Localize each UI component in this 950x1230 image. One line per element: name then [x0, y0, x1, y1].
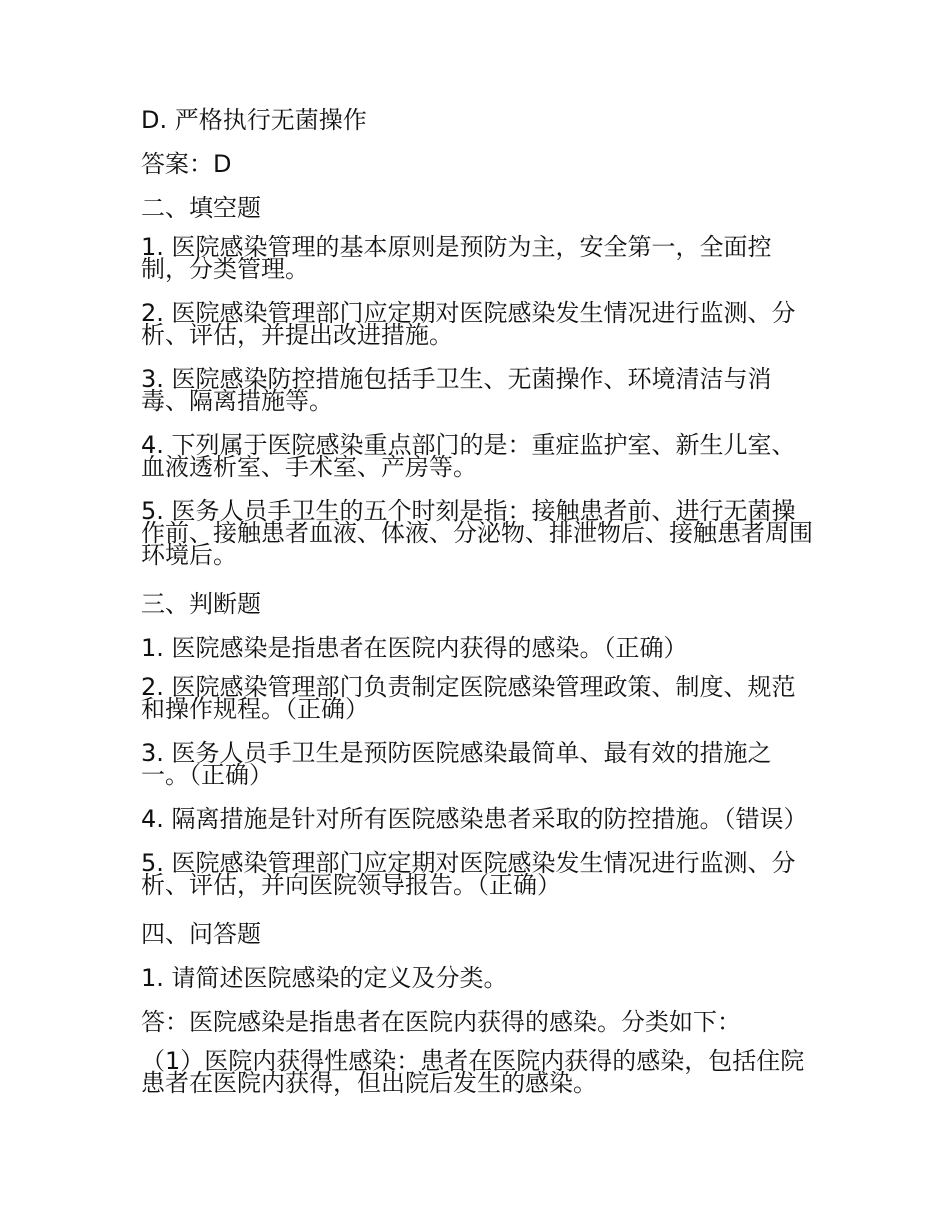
fill-blank-item-4: 4. 下列属于医院感染重点部门的是：重症监护室、新生儿室、血液透析室、手术室、产房等。: [141, 431, 796, 481]
answer-line: 答案：D: [141, 150, 232, 178]
fill-blank-item-3: 3. 医院感染防控措施包括手卫生、无菌操作、环境清洁与消毒、隔离措施等。: [141, 365, 772, 415]
section-heading-qa: 四、问答题: [141, 920, 261, 948]
fill-blank-item-2: 2. 医院感染管理部门应定期对医院感染发生情况进行监测、分析、评估，并提出改进措施。: [141, 299, 796, 349]
true-false-item-4: 4. 隔离措施是针对所有医院感染患者采取的防控措施。（错误）: [141, 805, 808, 833]
qa-answer-1: 答：医院感染是指患者在医院内获得的感染。分类如下：: [141, 1008, 741, 1036]
qa-question-1: 1. 请简述医院感染的定义及分类。: [141, 964, 508, 992]
fill-blank-item-1: 1. 医院感染管理的基本原则是预防为主，安全第一，全面控制，分类管理。: [141, 233, 772, 283]
true-false-item-1: 1. 医院感染是指患者在医院内获得的感染。（正确）: [141, 634, 688, 662]
fill-blank-item-5: 5. 医务人员手卫生的五个时刻是指：接触患者前、进行无菌操作前、接触患者血液、体液、分泌物、排泄物后、接触患者周围环境后。: [141, 497, 813, 569]
true-false-item-5: 5. 医院感染管理部门应定期对医院感染发生情况进行监测、分析、评估，并向医院领导报告。（正确）: [141, 849, 796, 899]
option-d: D. 严格执行无菌操作: [141, 106, 367, 134]
section-heading-fill-blank: 二、填空题: [141, 194, 261, 222]
document-page: [141, 104, 813, 1116]
true-false-item-3: 3. 医务人员手卫生是预防医院感染最简单、最有效的措施之一。（正确）: [141, 739, 772, 789]
qa-answer-1-part-1: （1）医院内获得性感染：患者在医院内获得的感染，包括住院患者在医院内获得，但出院后发生的感染。: [141, 1047, 805, 1097]
true-false-item-2: 2. 医院感染管理部门负责制定医院感染管理政策、制度、规范和操作规程。（正确）: [141, 673, 796, 723]
section-heading-true-false: 三、判断题: [141, 590, 261, 618]
